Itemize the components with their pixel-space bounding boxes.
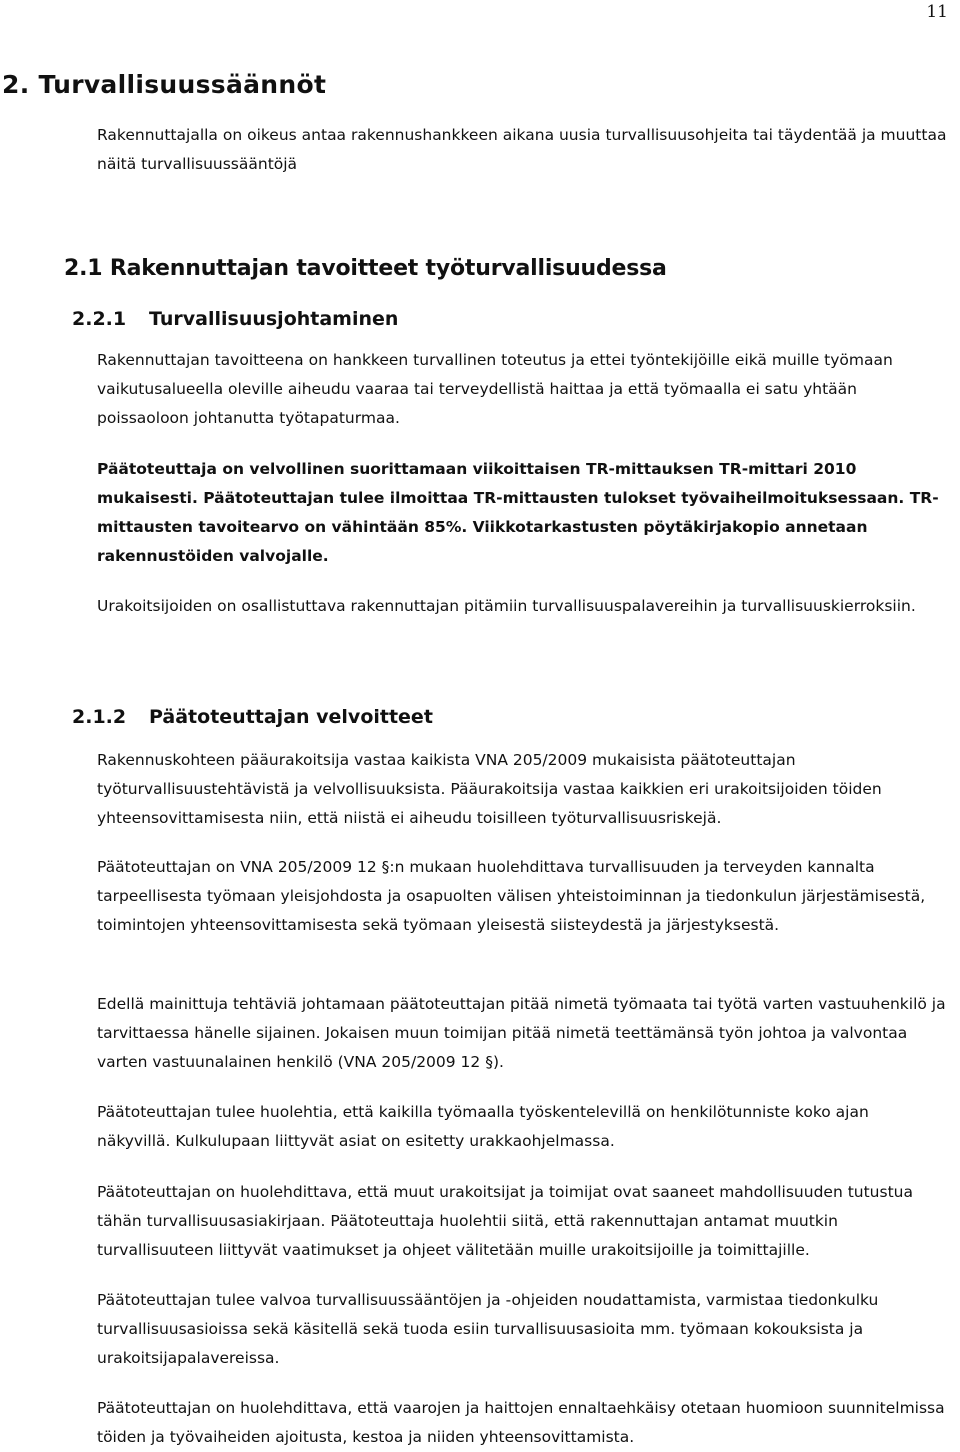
paragraph: Päätoteuttajan tulee huolehtia, että kaikilla työmaalla työskentelevillä on henkilötunniste koko ajan näkyvillä. Kulkulupaan liittyvät asiat on esitetty urakkaohjelmassa.	[97, 1103, 869, 1150]
paragraph: Päätoteuttajan tulee valvoa turvallisuussääntöjen ja -ohjeiden noudattamista, varmistaa tiedonkulku turvallisuusasioissa sekä käsitellä sekä tuoda esiin turvallisuusasioita mm. työmaan kokouksista ja urakoitsijapalavereissa.	[97, 1291, 879, 1367]
subsection-heading: 2.1 Rakennuttajan tavoitteet työturvallisuudessa	[64, 256, 667, 281]
paragraph: Päätoteuttajan on huolehdittava, että vaarojen ja haittojen ennaltaehkäisy otetaan huomioon suunnitelmissa töiden ja työvaiheiden ajoitusta, kestoa ja niiden yhteensovittamista.	[97, 1399, 945, 1446]
section-heading: 2. Turvallisuussäännöt	[2, 70, 327, 99]
heading-title: Päätoteuttajan velvoitteet	[149, 706, 433, 728]
paragraph: Päätoteuttajan on VNA 205/2009 12 §:n mukaan huolehdittava turvallisuuden ja terveyden kannalta tarpeellisesta työmaan yleisjohdosta ja osapuolten välisen yhteistoiminnan ja tiedonkulun järjestämisestä, toimintojen yhteensovittamisesta sekä työmaan yleisestä siisteydestä ja järjestyksestä.	[97, 858, 926, 934]
heading-number: 2.1.2	[72, 706, 127, 728]
subsubsection-heading-turvallisuusjohtaminen	[72, 308, 398, 330]
section-intro: Rakennuttajalla on oikeus antaa rakennushankkeen aikana uusia turvallisuusohjeita tai täydentää ja muuttaa näitä turvallisuussääntöjä	[97, 126, 947, 173]
paragraph: Rakennuttajan tavoitteena on hankkeen turvallinen toteutus ja ettei työntekijöille eikä muille työmaan vaikutusalueella oleville aiheudu vaaraa tai terveydellistä haittaa ja että työmaalla ei satu yhtään poissaoloon johtanutta työtapaturmaa.	[97, 351, 893, 427]
paragraph: Päätoteuttajan on huolehdittava, että muut urakoitsijat ja toimijat ovat saaneet mahdollisuuden tutustua tähän turvallisuusasiakirjaan. Päätoteuttaja huolehtii siitä, että rakennuttajan antamat muutkin turvallisuuteen liittyvät vaatimukset ja ohjeet välitetään muille urakoitsijoille ja toimittajille.	[97, 1183, 913, 1259]
paragraph: Edellä mainittuja tehtäviä johtamaan päätoteuttajan pitää nimetä työmaata tai työtä varten vastuuhenkilö ja tarvittaessa hänelle sijainen. Jokaisen muun toimijan pitää nimetä teettämänsä työn johtoa ja valvontaa varten vastuunalainen henkilö (VNA 205/2009 12 §).	[97, 995, 946, 1071]
subsubsection-heading-velvoitteet	[72, 706, 433, 728]
page-number: 11	[926, 2, 948, 22]
heading-title: Turvallisuusjohtaminen	[149, 308, 399, 330]
bold-paragraph: Päätoteuttaja on velvollinen suorittamaan viikoittaisen TR-mittauksen TR-mittari 2010 mukaisesti. Päätoteuttajan tulee ilmoittaa TR-mittausten tulokset työvaiheilmoituksessaan. TR-mittausten tavoitearvo on vähintään 85%. Viikkotarkastusten pöytäkirjakopio annetaan rakennustöiden valvojalle.	[97, 460, 939, 565]
heading-number: 2.2.1	[72, 308, 127, 330]
paragraph: Urakoitsijoiden on osallistuttava rakennuttajan pitämiin turvallisuuspalavereihin ja turvallisuuskierroksiin.	[97, 597, 916, 615]
paragraph: Rakennuskohteen pääurakoitsija vastaa kaikista VNA 205/2009 mukaisista päätoteuttajan työturvallisuustehtävistä ja velvollisuuksista. Pääurakoitsija vastaa kaikkien eri urakoitsijoiden töiden yhteensovittamisesta niin, että niistä ei aiheudu toisilleen työturvallisuusriskejä.	[97, 751, 882, 827]
